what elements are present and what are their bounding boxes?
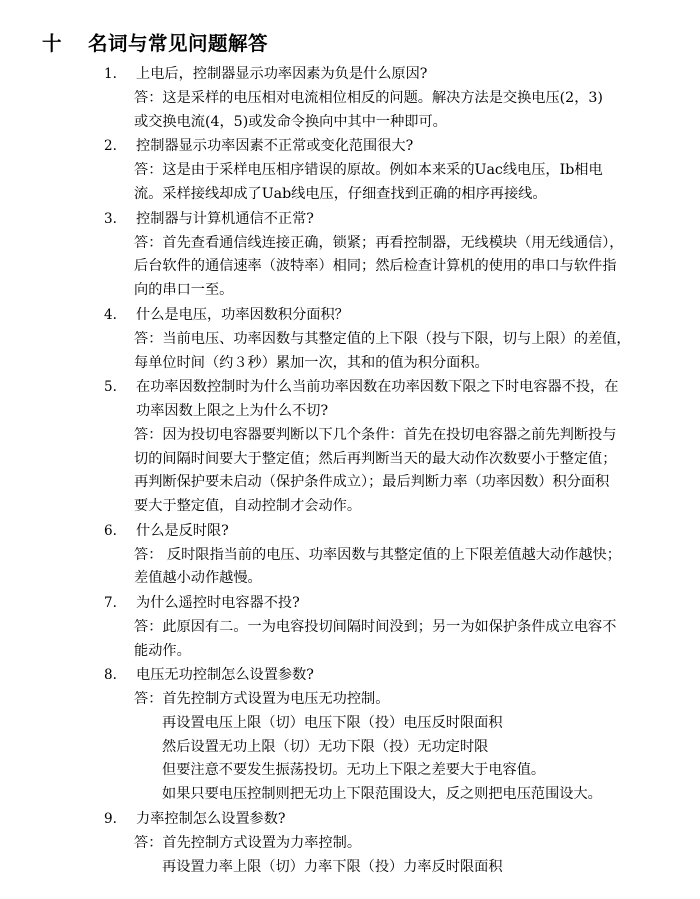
question-2 [0, 134, 700, 159]
answer-line: 每单位时间（约３秒）累加一次，其和的值为积分面积。 [134, 354, 489, 371]
answer-step: 如果只要电压控制则把无功上下限范围设大，反之则把电压范围设大。 [162, 786, 602, 803]
answer-line: 答：因为投切电容器要判断以下几个条件：首先在投切电容器之前先判断投与 [134, 426, 617, 443]
question-text: 控制器显示功率因素不正常或变化范围很大? [136, 138, 414, 155]
question-text: 为什么遥控时电容器不投? [136, 595, 300, 611]
question-7 [0, 591, 700, 616]
question-number: 5. [104, 379, 117, 396]
answer-line: 差值越小动作越慢。 [134, 570, 262, 587]
answer-line: 答：首先查看通信线连接正确，锁紧；再看控制器，无线模块（用无线通信）， [134, 234, 624, 251]
answer-line: 向的串口一至。 [134, 282, 234, 299]
question-6 [0, 519, 700, 544]
question-number: 1. [104, 66, 117, 82]
question-number: 4. [104, 306, 117, 323]
answer-step: 再设置电压上限（切）电压下限（投）电压反时限面积 [162, 715, 503, 732]
section-heading [42, 28, 268, 56]
question-9 [0, 807, 700, 832]
answer-7 [134, 616, 651, 663]
question-8 [0, 663, 700, 688]
question-text: 电压无功控制怎么设置参数? [136, 667, 314, 684]
answer-step: 再设置力率上限（切）力率下限（投）力率反时限面积 [162, 858, 503, 875]
answer-step: 但要注意不要发生振荡投切。无功上下限之差要大于电容值。 [162, 762, 546, 779]
question-3 [0, 207, 700, 232]
question-text: 控制器与计算机通信不正常? [136, 210, 314, 227]
question-number: 8. [104, 667, 117, 684]
question-number: 9. [104, 810, 117, 827]
answer-8 [134, 688, 651, 806]
question-1 [0, 62, 700, 87]
question-number: 6. [104, 522, 117, 539]
answer-line: 答： 反时限指当前的电压、功率因数与其整定值的上下限差值越大动作越快； [134, 546, 621, 563]
answer-line: 答：这是采样的电压相对电流相位相反的问题。解决方法是交换电压(2，3) [134, 90, 603, 106]
question-number: 2. [104, 138, 117, 155]
answer-line: 要大于整定值，自动控制才会动作。 [134, 497, 362, 514]
answer-2 [134, 159, 651, 206]
answer-line: 再判断保护要未启动（保护条件成立）；最后判断力率（功率因数）积分面积 [134, 474, 610, 491]
question-text: 什么是电压，功率因数积分面积？ [136, 306, 349, 323]
answer-line: 答：这是由于采样电压相序错误的原故。例如本来采的Uac线电压，Ib相电 [134, 162, 603, 179]
question-text: 上电后，控制器显示功率因素为负是什么原因? [136, 66, 428, 82]
answer-3 [134, 232, 651, 303]
qa-list [0, 62, 700, 879]
section-number: 十 [42, 32, 63, 55]
answer-line: 能动作。 [134, 642, 191, 659]
answer-line: 或交换电流(4，5)或发命令换向中其中一种即可。 [134, 113, 447, 130]
answer-line: 后台软件的通信速率（波特率）相同；然后检查计算机的使用的串口与软件指 [134, 258, 617, 275]
question-5 [0, 375, 700, 400]
question-number: 7. [104, 595, 117, 611]
answer-line: 切的间隔时间要大于整定值；然后再判断当天的最大动作次数要小于整定值； [134, 450, 617, 467]
question-4 [0, 303, 700, 328]
question-text: 什么是反时限? [136, 522, 229, 539]
answer-9 [134, 832, 651, 879]
question-text-continued: 功率因数上限之上为什么不切? [136, 403, 329, 420]
answer-line: 答：此原因有二。一为电容投切间隔时间没到；另一为如保护条件成立电容不 [134, 619, 617, 635]
answer-5 [134, 424, 651, 519]
answer-6 [134, 544, 651, 591]
question-text: 在功率因数控制时为什么当前功率因数在功率因数下限之下时电容器不投，在 [136, 379, 619, 396]
answer-line: 答：首先控制方式设置为力率控制。 [134, 834, 362, 851]
question-text: 力率控制怎么设置参数? [136, 810, 286, 827]
answer-step: 然后设置无功上限（切）无功下限（投）无功定时限 [162, 738, 489, 755]
answer-line: 答：首先控制方式设置为电压无功控制。 [134, 691, 390, 708]
answer-line: 答：当前电压、功率因数与其整定值的上下限（投与下限，切与上限）的差值， [134, 330, 631, 347]
section-title: 名词与常见问题解答 [88, 32, 269, 55]
question-number: 3. [104, 210, 117, 227]
answer-line: 流。采样接线却成了Uab线电压，仔细查找到正确的相序再接线。 [134, 186, 547, 203]
answer-1 [134, 87, 651, 134]
answer-4 [134, 328, 651, 375]
